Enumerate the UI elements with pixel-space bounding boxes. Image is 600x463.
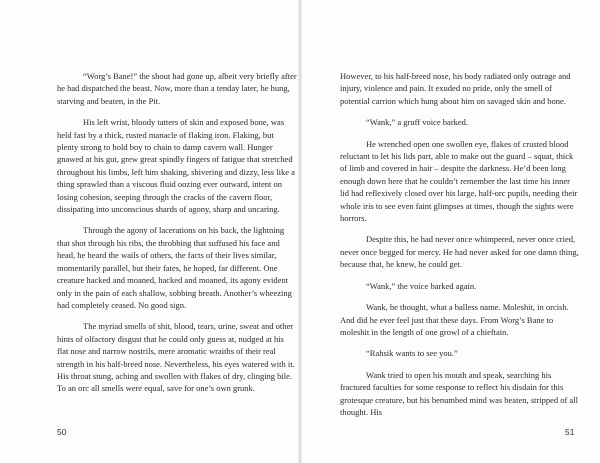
paragraph: Wank, he thought, what a balless name. Moleshit, in orcish. And did he ever feel just that these days. From Worg’s Bane to moleshit in the length of one growl of a chieftain. [340,302,569,337]
book-gutter [298,0,302,463]
paragraph: “Wank,” a gruff voice barked. [366,117,469,128]
page-number-left: 50 [57,427,67,437]
paragraph: “Worg’s Bane!” the shout had gone up, albeit very briefly after he had dispatched the beast. Now, more than a tenday later, he hung, starving and beaten, in the Pit. [57,71,297,106]
paragraph: Wank tried to open his mouth and speak, searching his fractured faculties for some response to reflect his disdain for this grotesque creature, but his benumbed mind was beaten, stripped of all thought. His [340,369,578,417]
paragraph: The myriad smells of shit, blood, tears, urine, sweat and other hints of olfactory disgust that he could only guess at, nudged at his flat nose and narrow nostrils, mere aromatic wraiths of their real strength in his half-breed nose. Nevertheless, his eyes watered with it. His throat stung, aching and swollen with flakes of dry, clinging bile. To an orc all smells were equal, save for one’s own grunk. [57,321,295,394]
paragraph: Despite this, he had never once whimpered, never once cried, never once begged for mercy. He had never asked for one damn thing, because that, he knew, he could get. [340,234,579,270]
left-page [57,70,297,404]
paragraph: “Wank,” the voice barked again. [366,280,477,291]
page-number-right: 51 [565,427,575,437]
paragraph: Through the agony of lacerations on his back, the lightning that shot through his ribs, the throbbing that suffused his face and head, he heard the wails of others, the facts of their lives similar, momentarily parallel, but their fates, he hoped, far different. One creature hacked and moaned, hacked and moaned, its agony evident only in the pain of each shallow, sobbing breath. Another’s wheezing had completely ceased. No good sign. [57,225,292,310]
paragraph: He wrenched open one swollen eye, flakes of crusted blood reluctant to let his lids part, able to make out the guard – squat, thick of limb and covered in hair – despite the darkness. He’d been long enough down here that he couldn’t remember the last time his inner lid had reflexively closed over his large, half-orc pupils, needing their whole iris to see even faint glimpses at times, though the sights were horrors. [340,138,578,224]
right-page [340,70,580,427]
paragraph: “Rahsik wants to see you.” [366,348,458,359]
paragraph: His left wrist, bloody tatters of skin and exposed bone, was held fast by a thick, rusted manacle of flaking iron. Flaking, but plenty strong to hold boy to chain to damp cavern wall. Hunger gnawed at his gut, grew great spindly fingers of fatigue that stretched throughout his limbs, left him shaking, shivering and dizzy, less like a thing sprawled than a viscous fluid oozing ever outward, intent on losing cohesion, seeping through the cracks of the cavern floor, dissipating into unconscious shards of agony, sharp and uncaring. [57,117,295,215]
paragraph: However, to his half-breed nose, his body radiated only outrage and injury, violence and pain. It exuded no pride, only the smell of potential carrion which hung about him on savaged skin and bone. [340,71,571,106]
